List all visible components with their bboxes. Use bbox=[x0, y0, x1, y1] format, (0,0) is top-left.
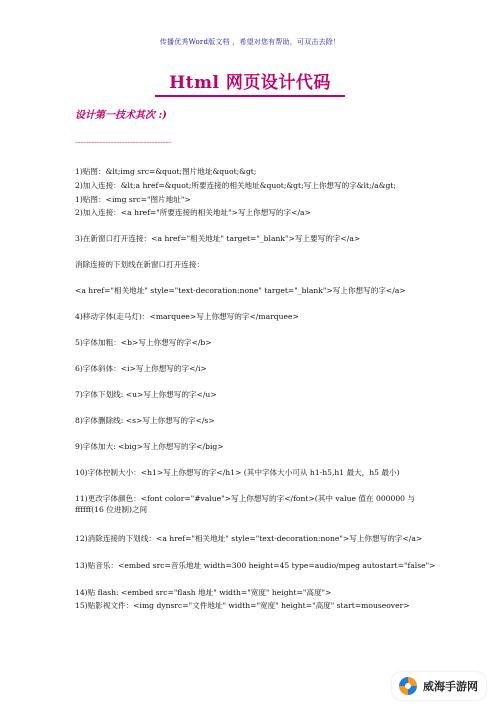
document-subtitle: 设计第一技术其次 :) bbox=[75, 110, 167, 121]
code-line-3: 1)贴图：<img src="图片地址"> bbox=[75, 195, 191, 204]
dashed-divider: ----------------------------------- bbox=[75, 138, 171, 148]
code-line-7: <a href="相关地址" style="text-decoration:none" target="_blank">写上你想写的字</a> bbox=[75, 286, 406, 295]
code-line-10: 6)字体斜体：<i>写上你想写的字</i> bbox=[75, 364, 207, 373]
header-note: 传播优秀Word版文档 ，希望对您有帮助，可双击去除！ bbox=[159, 38, 341, 46]
code-line-17: 13)贴音乐：<embed src=音乐地址 width=300 height=45 type=audio/mpeg autostart="false"> bbox=[75, 561, 436, 570]
code-line-11: 7)字体下划线: <u>写上你想写的字</u> bbox=[75, 390, 217, 399]
logo-text: 威海手游网 bbox=[423, 680, 478, 693]
code-line-4: 2)加入连接：<a href="所要连接的相关地址">写上你想写的字</a> bbox=[75, 208, 311, 217]
site-logo[interactable] bbox=[392, 672, 486, 700]
code-line-18: 14)贴 flash: <embed src="flash 地址" width="宽度" height="高度"> bbox=[75, 588, 332, 597]
code-line-13: 9)字体加大: <big>写上你想写的字</big> bbox=[75, 442, 224, 451]
code-line-1: 1)贴图：&lt;img src=&quot;图片地址&quot;&gt; bbox=[75, 167, 257, 176]
code-line-6: 消除连接的下划线在新窗口打开连接： bbox=[75, 260, 205, 269]
code-line-19: 15)贴影视文件：<img dynsrc="文件地址" width="宽度" height="高度" start=mouseover> bbox=[75, 601, 410, 610]
swirl-logo-icon bbox=[398, 676, 418, 696]
code-line-14: 10)字体控制大小：<h1>写上你想写的字</h1> (其中字体大小可从 h1-h5,h1 最大，h5 最小) bbox=[75, 468, 400, 477]
code-line-2: 2)加入连接：&lt;a href=&quot;所要连接的相关地址&quot;&gt;写上你想写的字&lt;/a&gt; bbox=[75, 181, 396, 190]
code-line-5: 3)在新窗口打开连接：<a href="相关地址" target="_blank">写上要写的字</a> bbox=[75, 234, 361, 243]
code-line-9: 5)字体加粗：<b>写上你想写的字</b> bbox=[75, 338, 212, 347]
document-title: Html 网页设计代码 bbox=[155, 68, 345, 97]
code-line-16: 12)消除连接的下划线：<a href="相关地址" style="text-decoration:none">写上你想写的字</a> bbox=[75, 534, 423, 543]
title-container bbox=[0, 68, 500, 97]
code-line-15: 11)更改字体颜色：<font color="#value">写上你想写的字</font>(其中 value 值在 000000 与 ffffff(16 位进制)之间 bbox=[75, 494, 416, 514]
code-line-8: 4)移动字体(走马灯)：<marquee>写上你想写的字</marquee> bbox=[75, 312, 299, 321]
code-line-12: 8)字体删除线: <s>写上你想写的字</s> bbox=[75, 416, 215, 425]
